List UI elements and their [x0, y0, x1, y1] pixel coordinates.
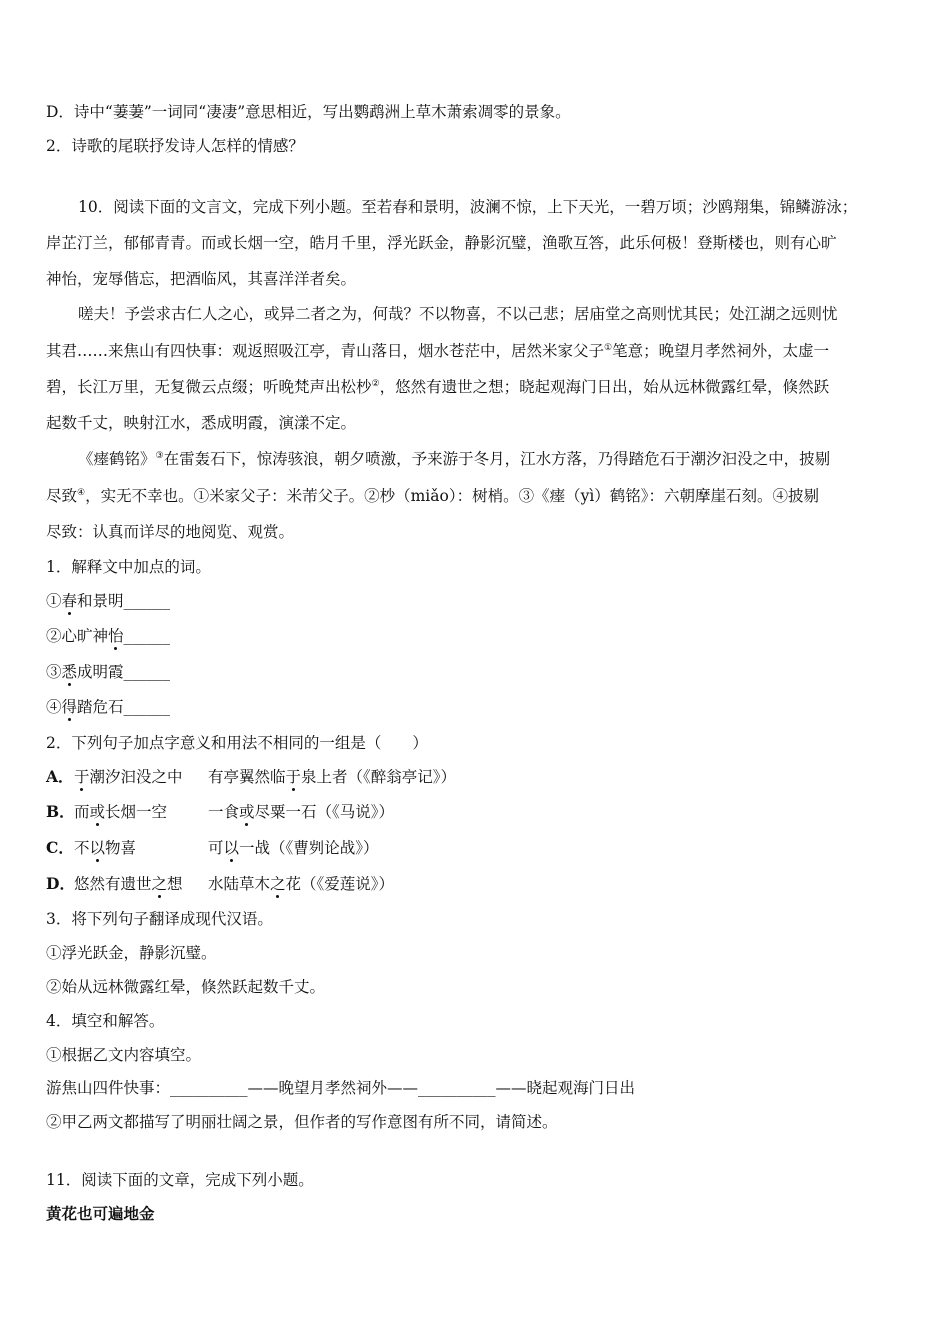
q10-passage-line: [46, 377, 829, 397]
text-segment: ，实无不幸也。①米家父子：米芾父子。②杪（miǎo）：树梢。③《瘗（yì）鹤铭》：六朝摩崖石刻。④披剔: [85, 487, 820, 505]
option-part-1: [74, 838, 208, 858]
text-segment: 泉上者（《醉翁亭记》）: [301, 768, 457, 786]
text-segment: 和景明______: [77, 592, 171, 610]
footnote-marker: ③: [155, 451, 164, 461]
q10-sub4-title: 4．填空和解答。: [46, 1012, 165, 1030]
text-segment: 水陆草木: [208, 875, 271, 893]
q10-sub4-fill-blank: 游焦山四件快事：__________——晚望月孝然祠外——__________——晓起观海门日出: [46, 1079, 636, 1097]
option-label: D．: [46, 874, 75, 893]
footnote-marker: ②: [371, 379, 380, 389]
q10-sub3-title: 3．将下列句子翻译成现代汉语。: [46, 910, 273, 928]
text-segment: 尽粟一石（《马说》）: [254, 803, 395, 821]
q10-passage-line: 岸芷汀兰，郁郁青青。而或长烟一空，皓月千里，浮光跃金，静影沉璧，渔歌互答，此乐何极！登斯楼也，则有心旷: [46, 234, 837, 252]
text-segment: 碧，长江万里，无复微云点缀；听晚梵声出松杪: [46, 378, 372, 396]
dotted-char: 以: [89, 839, 106, 857]
dotted-char: 以: [223, 839, 240, 857]
text-segment: 悠然有遗世: [74, 875, 152, 893]
option-part-2: [208, 768, 456, 786]
dotted-char: 怡: [108, 627, 124, 645]
text-segment: 潮汐汩没之中: [89, 768, 183, 786]
q10-sub1-item: [46, 662, 170, 682]
q10-passage-line: [78, 449, 830, 469]
dotted-char: 之: [151, 875, 168, 893]
dotted-char: 悉: [61, 663, 78, 681]
dotted-char: 或: [89, 803, 106, 821]
q10-sub4-item: ①根据乙文内容填空。: [46, 1046, 202, 1064]
text-segment: ，悠然有遗世之想；晓起观海门日出，始从远林微露红晕，倏然跃: [379, 378, 830, 396]
text-segment: 其君……来焦山有四快事：观返照吸江亭，青山落日，烟水苍茫中，居然米家父子: [46, 342, 605, 360]
q10-sub1-title: 1．解释文中加点的词。: [46, 558, 211, 576]
dotted-char: 得: [61, 698, 78, 716]
footnote-marker: ①: [604, 343, 613, 353]
text-segment: ①: [46, 592, 62, 610]
q10-passage-line: 嗟夫！予尝求古仁人之心，或异二者之为，何哉？不以物喜，不以己悲；居庙堂之高则忧其民；处江湖之远则忧: [78, 305, 838, 323]
dotted-char: 之: [270, 875, 286, 893]
text-segment: 踏危石______: [77, 698, 171, 716]
q10-passage-line: 尽致：认真而详尽的地阅览、观赏。: [46, 523, 295, 541]
option-label: B．: [46, 802, 75, 821]
dotted-char: 春: [61, 592, 78, 610]
q11-intro: 11．阅读下面的文章，完成下列小题。: [46, 1171, 314, 1189]
text-segment: 成明霞______: [77, 663, 171, 681]
q10-sub3-item: ①浮光跃金，静影沉璧。: [46, 944, 217, 962]
q10-sub2-option-c: [46, 838, 379, 858]
option-label: A．: [46, 767, 74, 786]
text-segment: ④: [46, 698, 62, 716]
text-segment: ______: [123, 627, 171, 645]
text-segment: 《瘗鹤铭》: [78, 450, 156, 468]
text-segment: 而: [74, 803, 90, 821]
text-segment: 长烟一空: [105, 803, 168, 821]
text-segment: 物喜: [105, 839, 137, 857]
text-segment: 想: [167, 875, 183, 893]
q10-passage-line: 神怡，宠辱偕忘，把酒临风，其喜洋洋者矣。: [46, 270, 357, 288]
dotted-char: 于: [74, 768, 90, 786]
text-segment: ③: [46, 663, 62, 681]
text-segment: 可: [208, 839, 224, 857]
text-segment: 不: [74, 839, 90, 857]
option-part-2: [208, 839, 379, 857]
text-segment: 花（《爱莲说》）: [285, 875, 395, 893]
dotted-char: 于: [285, 768, 302, 786]
q9-question-2: 2．诗歌的尾联抒发诗人怎样的情感？: [46, 137, 304, 155]
footnote-marker: ④: [77, 488, 86, 498]
option-part-2: [208, 875, 394, 893]
text-segment: 一战（《曹刿论战》）: [239, 839, 379, 857]
q10-passage-line: 起数千丈，映射江水，悉成明霞，演漾不定。: [46, 414, 357, 432]
q10-sub1-item: [46, 591, 170, 611]
q10-passage-line: [46, 341, 829, 361]
option-part-1: [74, 874, 208, 894]
q9-option-d: D．诗中“萋萋”一词同“凄凄”意思相近，写出鹦鹉洲上草木萧索凋零的景象。: [46, 103, 571, 121]
text-segment: 笔意；晚望月孝然祠外，太虚一: [612, 342, 830, 360]
q10-sub2-title: 2．下列句子加点字意义和用法不相同的一组是（ ）: [46, 734, 428, 752]
text-segment: 尽致: [46, 487, 78, 505]
q10-passage-line: [46, 486, 819, 506]
text-segment: 有亭翼然临: [208, 768, 286, 786]
q10-sub1-item: [46, 697, 170, 717]
q10-sub2-option-a: [46, 767, 456, 787]
option-part-2: [208, 803, 394, 821]
text-segment: 一食: [208, 803, 240, 821]
text-segment: 在雷轰石下，惊涛骇浪，朝夕喷激，予来游于冬月，江水方落，乃得踏危石于潮汐汩没之中，披剔: [163, 450, 831, 468]
option-part-1: [74, 767, 208, 787]
option-label: C．: [46, 838, 74, 857]
q10-sub1-item: [46, 626, 170, 646]
q10-sub2-option-b: [46, 802, 394, 822]
dotted-char: 或: [239, 803, 255, 821]
q10-passage-line: 10．阅读下面的文言文，完成下列小题。至若春和景明，波澜不惊，上下天光，一碧万顷；沙鸥翔集，锦鳞游泳；: [78, 198, 858, 216]
q11-article-title: 黄花也可遍地金: [46, 1204, 155, 1223]
option-part-1: [74, 802, 208, 822]
q10-sub3-item: ②始从远林微露红晕，倏然跃起数千丈。: [46, 978, 326, 996]
q10-sub4-item: ②甲乙两文都描写了明丽壮阔之景，但作者的写作意图有所不同，请简述。: [46, 1113, 558, 1131]
q10-sub2-option-d: [46, 874, 394, 894]
text-segment: ②心旷神: [46, 627, 109, 645]
